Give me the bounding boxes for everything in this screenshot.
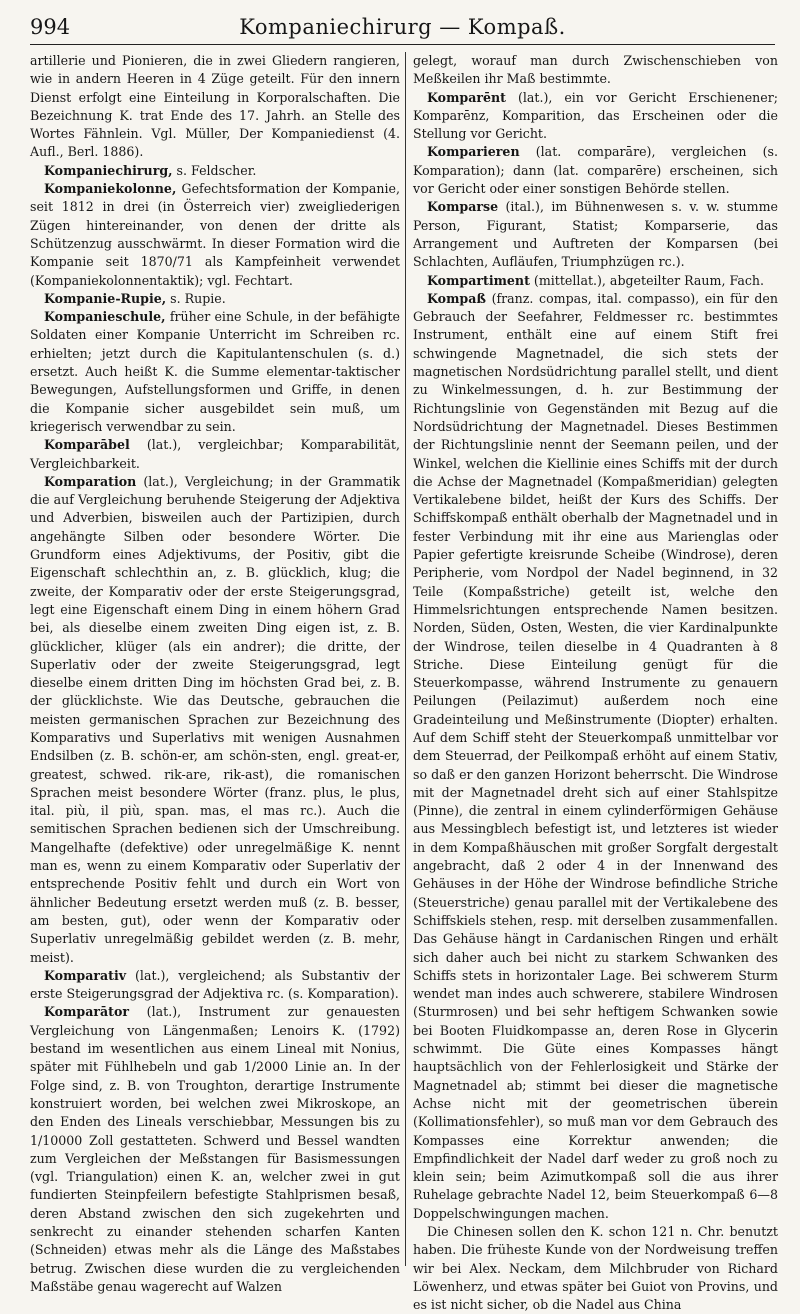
entry-text: artillerie und Pionieren, die in zwei Gliedern rangieren, wie in andern Heeren in 4 Züge geteilt. Für den innern Dienst erfolgt eine Einteilung in Korporalschaften. Die Bezeichnung K. trat Ende des 17. Jahrh. an Stelle des Wortes Fähnlein. Vgl. Müller, Der Kompaniedienst (4. Aufl., Berl. 1886). xyxy=(30,53,400,160)
entry-headword: Kompaniekolonne, xyxy=(44,181,177,197)
entry-text: s. Rupie. xyxy=(166,290,226,306)
entry-headword: Kompaß xyxy=(427,290,486,306)
right-column xyxy=(413,52,778,1313)
dictionary-entry xyxy=(413,89,778,144)
dictionary-entry xyxy=(413,52,778,89)
dictionary-entry xyxy=(30,436,400,473)
page-number: 994 xyxy=(30,15,71,39)
entry-text: s. Feldscher. xyxy=(172,162,257,178)
dictionary-entry xyxy=(413,143,778,198)
entry-text: (lat.), vergleichbar; Komparabilität, Vergleichbarkeit. xyxy=(30,437,400,471)
entry-headword: Komparieren xyxy=(427,144,520,160)
entry-headword: Kompartiment xyxy=(427,272,530,288)
dictionary-entry xyxy=(30,180,400,290)
entry-text: (lat. comparāre), vergleichen (s. Komparation); dann (lat. comparēre) erscheinen, sich vor Gericht oder einer sonstigen Behörde stellen. xyxy=(413,144,778,197)
entry-text: Gefechtsformation der Kompanie, seit 1812 in drei (in Österreich vier) zweigliederigen Zügen hintereinander, von denen der dritte als Schützenzug ausschwärmt. In dieser Formation wird die Kompanie seit 1870/71 als Kampfeinheit verwendet (Kompaniekolonnentaktik); vgl. Fechtart. xyxy=(30,181,400,288)
entry-headword: Kompanieschule, xyxy=(44,309,166,325)
dictionary-entry xyxy=(413,290,778,1223)
entry-text: früher eine Schule, in der befähigte Soldaten einer Kompanie Unterricht im Schreiben rc. erhielten; jetzt durch die Kapitulantenschulen (s. d.) ersetzt. Auch heißt K. die Summe elementar-taktischer Bewegungen, Aufstellungsformen und Griffe, in denen die Kompanie sicher ausgebildet sein muß, um kriegerisch verwendbar zu sein. xyxy=(30,309,400,434)
dictionary-entry xyxy=(30,1003,400,1296)
left-column xyxy=(30,52,400,1294)
dictionary-entry xyxy=(30,290,400,308)
entry-text: (ital.), im Bühnenwesen s. v. w. stumme Person, Figurant, Statist; Komparserie, das Arrangement und Auftreten der Komparsen (bei Schlachten, Aufläufen, Triumphzügen rc.). xyxy=(413,199,778,270)
entry-headword: Komparātor xyxy=(44,1004,130,1020)
entry-headword: Komparation xyxy=(44,473,137,489)
dictionary-entry xyxy=(413,1223,778,1314)
entry-text: (mittellat.), abgeteilter Raum, Fach. xyxy=(529,272,765,288)
entry-text: (lat.), Instrument zur genauesten Vergleichung von Längenmaßen; Lenoirs K. (1792) bestand im wesentlichen aus einem Lineal mit Nonius, später mit Fühlhebeln und gab 1/2000 Linie an. In der Folge sind, z. B. von Troughton, derartige Instrumente konstruiert worden, bei welchen zwei Mikroskope, an den Enden des Lineals verschiebbar, Messungen bis zu 1/10000 Zoll gestatteten. Schwerd und Bessel wandten zum Vergleichen der Meßstangen für Basismessungen (vgl. Triangulation) einen K. an, welcher zwei in gut fundierten Steinpfeilern befestigte Stahlprismen besaß, deren Abstand zwischen den sich zugekehrten und senkrecht zu einander stehenden scharfen Kanten (Schneiden) etwas mehr als die Länge des Maßstabes betrug. Zwischen diese wurden die zu vergleichenden Maßstäbe genau wagerecht auf Walzen xyxy=(30,1004,400,1294)
entry-headword: Kompanie-Rupie, xyxy=(44,290,167,306)
page-header xyxy=(30,8,775,45)
column-divider xyxy=(405,52,406,1266)
entry-headword: Komparēnt xyxy=(427,89,506,105)
dictionary-entry xyxy=(30,162,400,180)
dictionary-entry xyxy=(30,473,400,967)
entry-headword: Kompaniechirurg, xyxy=(44,162,173,178)
entry-text: (lat.), ein vor Gericht Erschienener; Komparēnz, Komparition, das Erscheinen oder die Stellung vor Gericht. xyxy=(413,89,778,142)
entry-text: (franz. compas, ital. compasso), ein für den Gebrauch der Seefahrer, Feldmesser rc. bestimmtes Instrument, enthält eine auf einem Stift frei schwingende Magnetnadel, die sich stets der magnetischen Nordsüdrichtung parallel stellt, und dient zu Winkelmessungen, d. h. zur Bestimmung der Richtungslinie von Gegenständen mit Bezug auf die Nordsüdrichtung der Magnetnadel. Dieses Bestimmen der Richtungslinie nennt der Seemann peilen, und der Winkel, welchen die Kiellinie eines Schiffs mit der durch die Achse der Magnetnadel (Kompaßmeridian) gelegten Vertikalebene bildet, heißt der Kurs des Schiffs. Der Schiffskompaß enthält oberhalb der Magnetnadel und in fester Verbindung mit ihr eine aus Marienglas oder Papier gefertigte kreisrunde Scheibe (Windrose), deren Peripherie, vom Nordpol der Nadel beginnend, in 32 Teile (Kompaßstriche) geteilt ist, welche den Himmelsrichtungen entsprechende Namen besitzen. Norden, Süden, Osten, Westen, die vier Kardinalpunkte der Windrose, teilen dieselbe in 4 Quadranten à 8 Striche. Diese Einteilung genügt für die Steuerkompasse, während Instrumente zu genauern Peilungen (Peilazimut) außerdem noch eine Gradeinteilung und Meßinstrumente (Diopter) erhalten. Auf dem Schiff steht der Steuerkompaß unmittelbar vor dem Steuerrad, der Peilkompaß erhöht auf einem Stativ, so daß er den ganzen Horizont beherrscht. Die Windrose mit der Magnetnadel dreht sich auf einer Stahlspitze (Pinne), die zentral in einem cylinderförmigen Gehäuse aus Messingblech befestigt ist, und letzteres ist wieder in dem Kompaßhäuschen mit großer Sorgfalt dergestalt angebracht, daß 2 oder 4 in der Innenwand des Gehäuses in der Höhe der Windrose befindliche Striche (Steuerstriche) genau parallel mit der Vertikalebene des Schiffskiels stehen, resp. mit derselben zusammenfallen. Das Gehäuse hängt in Cardanischen Ringen und erhält sich daher auch bei nicht zu starkem Schwanken des Schiffs stets in horizontaler Lage. Bei schwerem Sturm wendet man indes auch schwerere, stabilere Windrosen (Sturmrosen) und bei sehr heftigem Schwanken sowie bei Booten Fluidkompasse an, deren Rose in Glycerin schwimmt. Die Güte eines Kompasses hängt hauptsächlich von der Fehlerlosigkeit und Stärke der Magnetnadel ab; stimmt bei dieser die magnetische Achse nicht mit der geometrischen überein (Kollimationsfehler), so muß man vor dem Gebrauch des Kompasses eine Korrektur anwenden; die Empfindlichkeit der Nadel darf weder zu groß noch zu klein sein; beim Azimutkompaß soll die aus ihrer Ruhelage gebrachte Nadel 12, beim Steuerkompaß 6—8 Doppelschwingungen machen. xyxy=(413,290,778,1221)
dictionary-entry xyxy=(413,272,778,290)
entry-text: (lat.), vergleichend; als Substantiv der erste Steigerungsgrad der Adjektiva rc. (s. Komparation). xyxy=(30,967,400,1002)
dictionary-entry xyxy=(30,52,400,162)
dictionary-entry xyxy=(30,308,400,436)
entry-headword: Komparābel xyxy=(44,437,130,453)
running-title: Kompaniechirurg — Kompaß. xyxy=(239,15,566,39)
entry-text: gelegt, worauf man durch Zwischenschieben von Meßkeilen ihr Maß bestimmte. xyxy=(413,53,778,87)
entry-text: Die Chinesen sollen den K. schon 121 n. Chr. benutzt haben. Die früheste Kunde von der Nordweisung treffen wir bei Alex. Neckam, dem Milchbruder von Richard Löwenherz, und etwas später bei Guiot von Provins, und es ist nicht sicher, ob die Nadel aus China xyxy=(413,1224,778,1313)
entry-text: (lat.), Vergleichung; in der Grammatik die auf Vergleichung beruhende Steigerung der Adjektiva und Adverbien, bisweilen auch der Partizipien, durch angehängte Silben oder besondere Wörter. Die Grundform eines Adjektivums, der Positiv, gibt die Eigenschaft schlechthin an, z. B. glücklich, klug; die zweite, der Komparativ oder der erste Steigerungsgrad, legt eine Eigenschaft einem Ding in einem höhern Grad bei, als dieselbe einem zweiten Ding eigen ist, z. B. glücklicher, klüger (als ein andrer); die dritte, der Superlativ oder der zweite Steigerungsgrad, legt dieselbe einem dritten Ding im höchsten Grad bei, z. B. der glücklichste. Wie das Deutsche, gebrauchen die meisten germanischen Sprachen zur Bezeichnung des Komparativs und Superlativs mit wenigen Ausnahmen Endsilben (z. B. schön-er, am schön-sten, engl. great-er, greatest, schwed. rik-are, rik-ast), die romanischen Sprachen meist besondere Wörter (franz. plus, le plus, ital. più, il più, span. mas, el mas rc.). Auch die semitischen Sprachen bedienen sich der Umschreibung. Mangelhafte (defektive) oder unregelmäßige K. nennt man es, wenn zu einem Komparativ oder Superlativ der entsprechende Positiv fehlt und durch ein Wort von ähnlicher Bedeutung ersetzt werden muß (z. B. besser, am besten, gut), oder wenn der Komparativ oder Superlativ unregelmäßig gebildet werden (z. B. mehr, meist). xyxy=(30,473,400,965)
entry-headword: Komparse xyxy=(427,199,499,215)
entry-headword: Komparativ xyxy=(44,967,127,983)
dictionary-entry xyxy=(30,967,400,1004)
dictionary-entry xyxy=(413,198,778,271)
